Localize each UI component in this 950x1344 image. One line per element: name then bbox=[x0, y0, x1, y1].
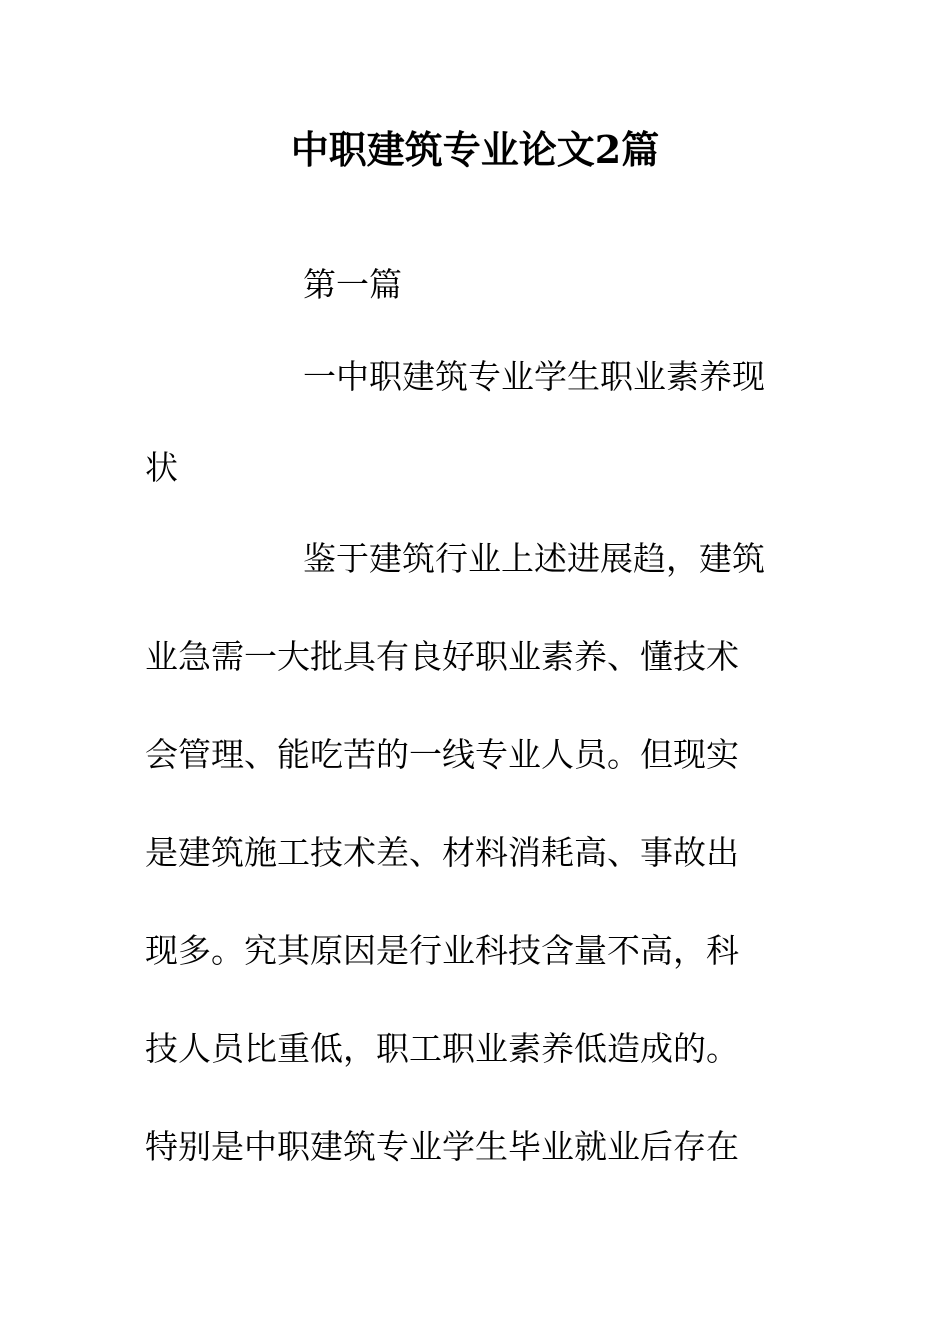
section-heading: 第一篇 bbox=[303, 265, 402, 304]
document-title: 中职建筑专业论文2篇 bbox=[290, 127, 660, 172]
subheading-line-1: 一中职建筑专业学生职业素养现 bbox=[303, 357, 765, 396]
paragraph-line: 现多。究其原因是行业科技含量不高，科 bbox=[145, 931, 739, 970]
subheading-line-2: 状 bbox=[145, 448, 178, 487]
paragraph-line: 会管理、能吃苦的一线专业人员。但现实 bbox=[145, 735, 739, 774]
paragraph-line: 业急需一大批具有良好职业素养、懂技术 bbox=[145, 637, 739, 676]
paragraph-line: 鉴于建筑行业上述进展趋，建筑 bbox=[303, 539, 765, 578]
paragraph-line: 技人员比重低，职工职业素养低造成的。 bbox=[145, 1029, 739, 1068]
paragraph-line: 特别是中职建筑专业学生毕业就业后存在 bbox=[145, 1127, 739, 1166]
paragraph-line: 是建筑施工技术差、材料消耗高、事故出 bbox=[145, 833, 739, 872]
